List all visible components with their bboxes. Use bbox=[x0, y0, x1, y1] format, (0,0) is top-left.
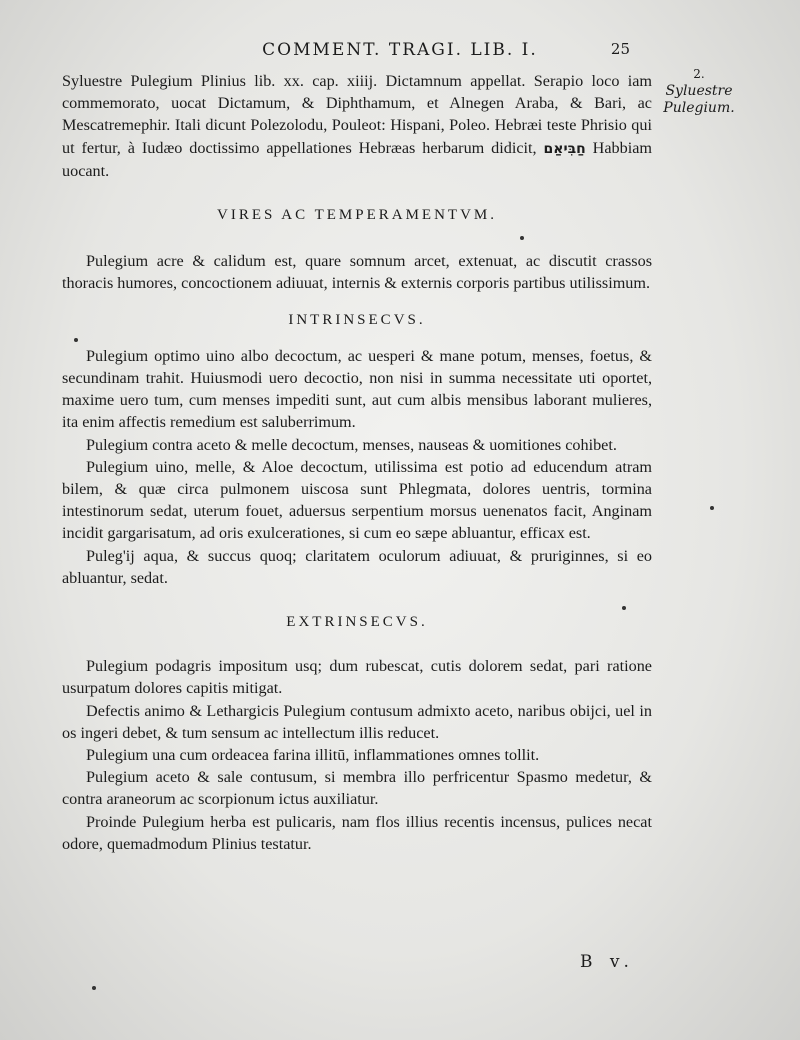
margin-note-number: 2. bbox=[693, 67, 705, 81]
heading-intrinsecus: INTRINSECVS. bbox=[288, 311, 426, 328]
page-number: 25 bbox=[610, 40, 630, 58]
signature-mark: B v. bbox=[580, 952, 635, 972]
ink-spot bbox=[74, 338, 78, 342]
margin-note-text: Syluestre Pulegium. bbox=[663, 83, 735, 116]
heading-vires: VIRES AC TEMPERAMENTVM. bbox=[217, 207, 497, 223]
paragraph: Pulegium optimo uino albo decoctum, ac uesperi & mane potum, menses, foetus, & secundinam trahit. Huiusmodi uero decoctio, non nisi in summa necessitate uti oportet, maxime uero tum, cum menses impediti sunt, aut cum albis mensibus laborant mulieres, ita enim affectis remedium est saluberrimum. bbox=[62, 346, 652, 432]
ink-spot bbox=[710, 506, 714, 510]
paragraph: Pulegium uino, melle, & Aloe decoctum, utilissima est potio ad educendum atram bilem, & quæ circa pulmonem uiscosa sunt Phlegmata, dolores uentris, tormina intestinorum sedat, uterum fouet, aduersus serpentium morsus uenenatos facit, Anginam incidit gargarisatum, ad oris exulcerationes, si cum eo sæpe abluantur, efficax est. bbox=[62, 457, 652, 543]
paragraph: Pulegium aceto & sale contusum, si membra illo perfricentur Spasmo medetur, & contra araneorum ac scorpionum ictus auxiliatur. bbox=[62, 768, 652, 809]
paragraph: Pulegium podagris impositum usq; dum rubescat, cutis dolorem sedat, pari ratione usurpatum dolores capitis mitigat. bbox=[62, 657, 652, 698]
intro-paragraph bbox=[62, 70, 652, 180]
ink-spot bbox=[92, 986, 96, 990]
running-title: COMMENT. TRAGI. LIB. I. bbox=[262, 40, 538, 60]
running-header bbox=[0, 40, 800, 60]
hebrew-word: חַבִּיאַם bbox=[543, 140, 586, 157]
main-text bbox=[62, 70, 652, 855]
paragraph: Pulegium contra aceto & melle decoctum, menses, nauseas & uomitiones cohibet. bbox=[86, 435, 617, 454]
heading-extrinsecus: EXTRINSECVS. bbox=[286, 614, 428, 631]
intro-text-end: Habbiam uocant. bbox=[62, 138, 652, 180]
intro-text: Syluestre Pulegium Plinius lib. xx. cap. xiiij. Dictamnum appellat. Serapio loco iam commemorato, uocat Dictamum, & Diphthamum, et Alnegen Araba, & Bari, ac Mescatremephir. Itali dicunt Polezolodu, Pouleot: Hispani, Poleo. Hebræi teste Phrisio qui ut fertur, à Iudæo doctissimo appellationes Hebræas herbarum didicit, bbox=[62, 72, 652, 157]
paragraph: Proinde Pulegium herba est pulicaris, nam flos illius recentis incensus, pulices necat odore, quemadmodum Plinius testatur. bbox=[62, 812, 652, 853]
margin-note bbox=[654, 66, 744, 117]
ink-spot bbox=[520, 236, 524, 240]
paragraph: Pulegium una cum ordeacea farina illitū, inflammationes omnes tollit. bbox=[86, 746, 540, 765]
ink-spot bbox=[622, 606, 626, 610]
paragraph: Defectis animo & Lethargicis Pulegium contusum admixto aceto, naribus obijci, uel in os ingeri debet, & tum sensum ac intellectum illis reducet. bbox=[62, 701, 652, 742]
paragraph: Pulegium acre & calidum est, quare somnum arcet, extenuat, ac discutit crassos thoracis humores, concoctionem adiuuat, internis & externis corporis partibus utilissimum. bbox=[62, 252, 652, 293]
paragraph: Puleg'ij aqua, & succus quoq; claritatem oculorum adiuuat, & pruriginnes, si eo abluantur, sedat. bbox=[62, 546, 652, 587]
